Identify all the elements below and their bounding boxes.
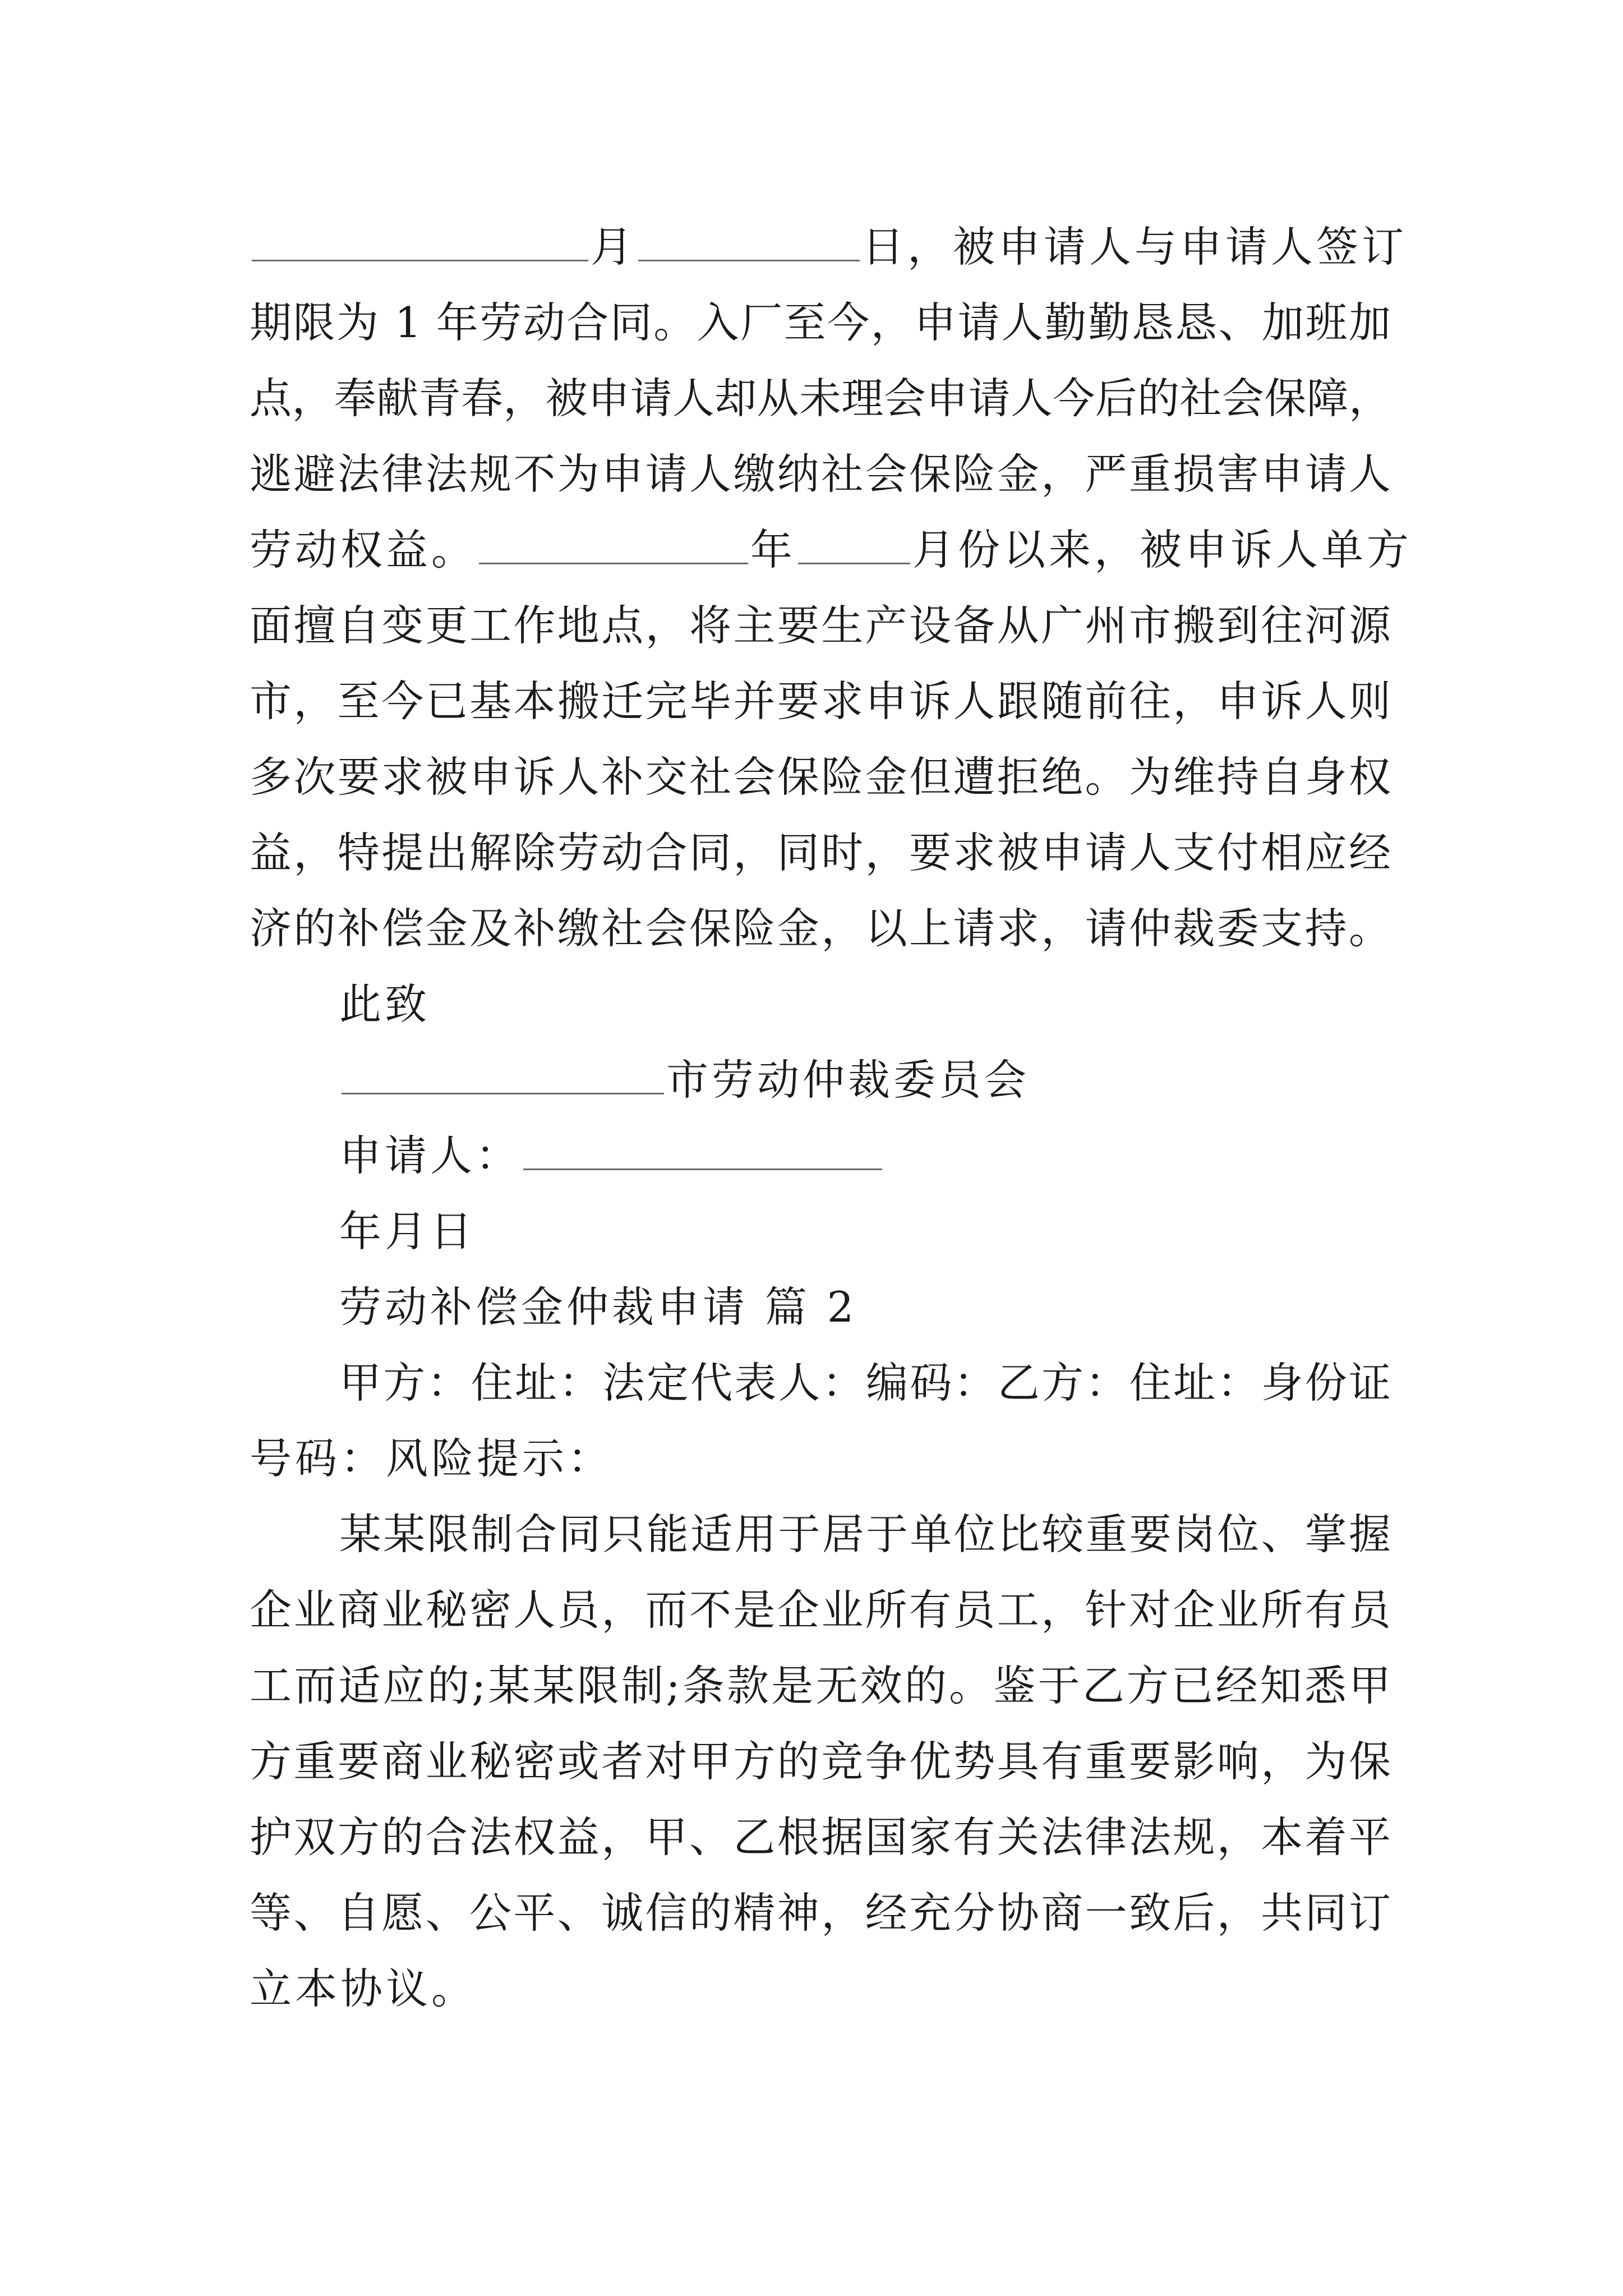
paragraph-2-line-1: 甲方：住址：法定代表人：编码：乙方：住址：身份证 (339, 1358, 1391, 1407)
paragraph-3-line-6: 等、自愿、公平、诚信的精神，经充分协商一致后，共同订 (250, 1888, 1391, 1938)
paragraph-3-line-5: 护双方的合法权益，甲、乙根据国家有关法律法规，本着平 (250, 1812, 1391, 1862)
paragraph-1-line-4: 逃避法律法规不为申请人缴纳社会保险金，严重损害申请人 (250, 449, 1391, 499)
text-span: 月份以来，被申诉人单方 (912, 525, 1413, 574)
paragraph-1-line-6: 面擅自变更工作地点，将主要生产设备从广州市搬到往河源 (250, 601, 1391, 650)
paragraph-1-line-10: 济的补偿金及补缴社会保险金，以上请求，请仲裁委支持。 (250, 904, 1391, 953)
fill-in-blank (523, 1126, 882, 1170)
paragraph-3-line-4: 方重要商业秘密或者对甲方的竞争优势具有重要影响，为保 (250, 1737, 1391, 1786)
paragraph-3-line-7: 立本协议。 (250, 1964, 477, 2013)
paragraph-1-line-1 (250, 208, 1408, 286)
paragraph-1-line-2: 期限为 1 年劳动合同。入厂至今，申请人勤勤恳恳、加班加 (250, 298, 1391, 347)
applicant-line (339, 1116, 1391, 1195)
fill-in-blank (798, 521, 910, 564)
paragraph-2-line-2: 号码：风险提示： (250, 1434, 614, 1483)
paragraph-3-line-1: 某某限制合同只能适用于居于单位比较重要岗位、掌握 (339, 1510, 1391, 1559)
fill-in-blank (638, 218, 860, 261)
paragraph-1-line-8: 多次要求被申诉人补交社会保险金但遭拒绝。为维持自身权 (250, 752, 1391, 802)
text-span: 年 (750, 525, 796, 574)
paragraph-1-line-9: 益，特提出解除劳动合同，同时，要求被申请人支付相应经 (250, 828, 1391, 877)
fill-in-blank (479, 521, 748, 564)
text-span: 日，被申请人与申请人签订 (862, 222, 1408, 272)
paragraph-1-line-3: 点，奉献青春，被申请人却从未理会申请人今后的社会保障， (250, 374, 1391, 423)
text-span: 月 (591, 222, 637, 272)
paragraph-1-line-5 (250, 510, 1413, 589)
text-span: 劳动权益。 (250, 525, 477, 574)
date-line: 年月日 (339, 1207, 476, 1256)
salutation: 此致 (339, 979, 431, 1029)
text-span: 申请人： (339, 1131, 522, 1180)
recipient-line (339, 1041, 1391, 1119)
paragraph-1-line-7: 市，至今已基本搬迁完毕并要求申诉人跟随前往，申诉人则 (250, 677, 1391, 726)
fill-in-blank (252, 218, 588, 261)
text-span: 市劳动仲裁委员会 (666, 1055, 1030, 1105)
paragraph-3-line-2: 企业商业秘密人员，而不是企业所有员工，针对企业所有员 (250, 1585, 1391, 1635)
fill-in-blank (342, 1051, 664, 1094)
section-title: 劳动补偿金仲裁申请 篇 2 (339, 1282, 857, 1332)
paragraph-3-line-3: 工而适应的;某某限制;条款是无效的。鉴于乙方已经知悉甲 (250, 1661, 1391, 1710)
